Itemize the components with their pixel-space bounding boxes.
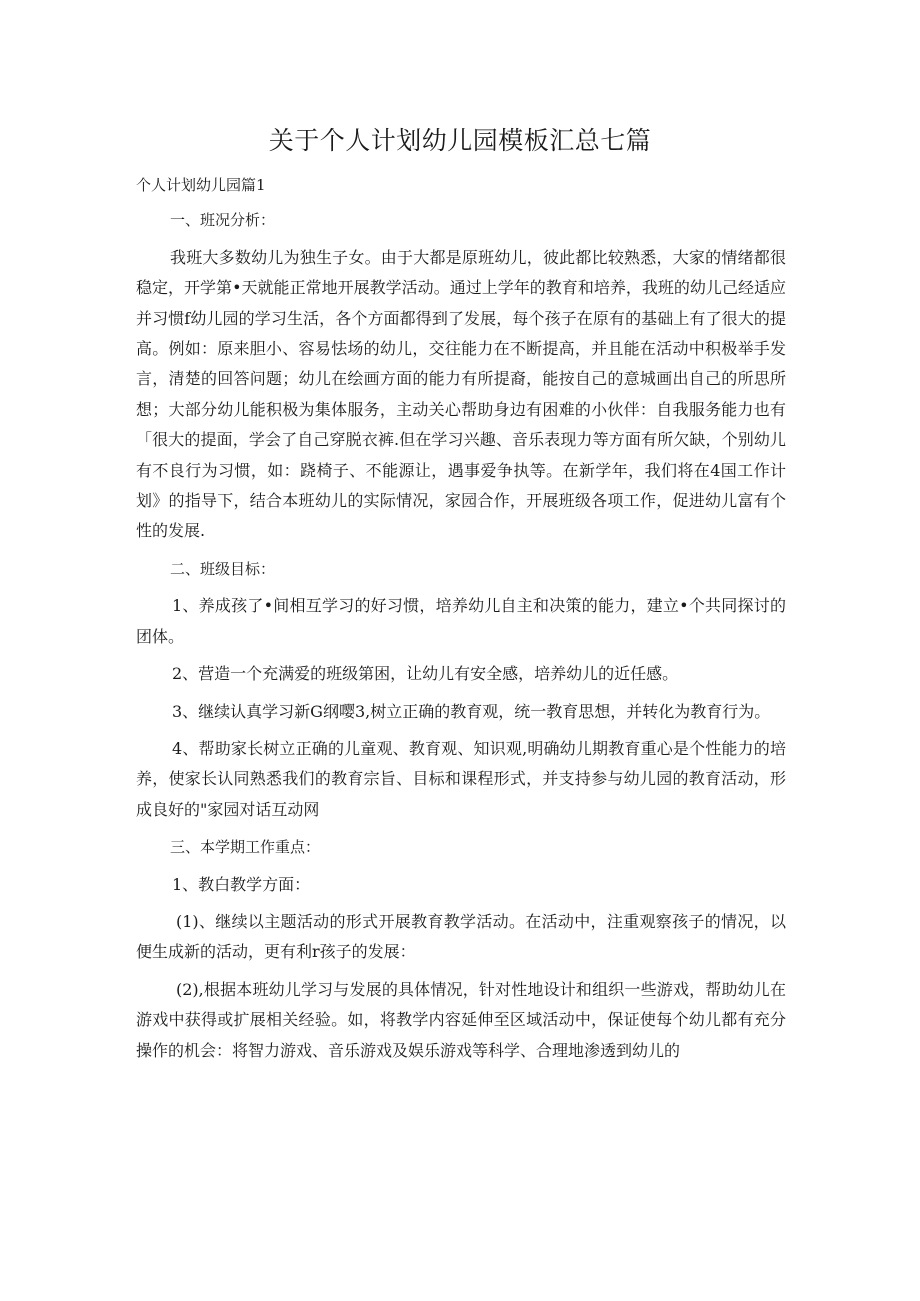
goal-item-4: 4、帮助家长树立正确的儿童观、教育观、知识观,明确幼儿期教育重心是个性能力的培养，使家长认同熟悉我们的教育宗旨、目标和课程形式，并支持参与幼儿园的教育活动，形成良好的"家园对话互动网: [136, 738, 786, 819]
heading-class-goals: 二、班级目标：: [170, 559, 276, 578]
paragraph-class-analysis: 我班大多数幼儿为独生子女。由于大都是原班幼儿，彼此都比较熟悉，大家的情绪都很稳定，开学第•天就能正常地开展教学活动。通过上学年的教育和培养，我班的幼儿己经适应并习惯f幼儿园的学习生活，各个方面都得到了发展，每个孩子在原有的基础上有了很大的提高。例如：原来胆小、容易怯场的幼儿，交往能力在不断提高，并且能在活动中积极举手发言，清楚的回答问题；幼儿在绘画方面的能力有所提裔，能按自己的意城画出自己的所思所想；大部分幼儿能积极为集体服务，主动关心帮助身边有困难的小伙伴：自我服务能力也有「很大的提面，学会了自己穿脱衣裤.但在学习兴趣、音乐表现力等方面有所欠缺，个别幼儿有不良行为习惯，如：跷椅子、不能源让，遇事爱争执等。在新学年，我们将在4国工作计划》的指导下，结合本班幼儿的实际情况，家园合作，开展班级各项工作，促进幼儿富有个性的发展.: [136, 247, 786, 541]
goal-item-3: 3、继续认真学习新G纲嘤3,树立正确的教育观，统一教育思想，并转化为教育行为。: [172, 701, 771, 721]
focus-subitem-2: (2),根据本班幼儿学习与发展的具体情况，针对性地设计和组织一些游戏，帮助幼儿在游戏中获得或扩展相关经验。如，将教学内容延伸至区域活动中，保证使每个幼儿都有充分操作的机会：将智力游戏、音乐游戏及娱乐游戏等科学、合理地渗透到幼儿的: [136, 979, 786, 1060]
goal-item-1: 1、养成孩了•间相互学习的好习惯，培养幼儿自主和决策的能力，建立•个共同探讨的团体。: [136, 596, 786, 646]
goal-item-2: 2、营造一个充满爱的班级第困，让幼儿有安全感，培养幼儿的近任感。: [172, 664, 679, 684]
heading-work-focus: 三、本学期工作重点：: [170, 838, 321, 857]
focus-subitem-1: (1)、继续以主题活动的形式开展教育教学活动。在活动中，注重观察孩子的情况，以便生成新的活动，更有利r孩子的发展：: [136, 911, 786, 962]
focus-item-1: 1、教白教学方面：: [172, 874, 311, 894]
document-body: [136, 170, 786, 1073]
document-title: 关于个人计划幼儿园模板汇总七篇: [268, 126, 652, 155]
section-subtitle: 个人计划幼儿园篇1: [136, 176, 266, 194]
heading-class-analysis: 一、班况分析：: [170, 211, 276, 230]
